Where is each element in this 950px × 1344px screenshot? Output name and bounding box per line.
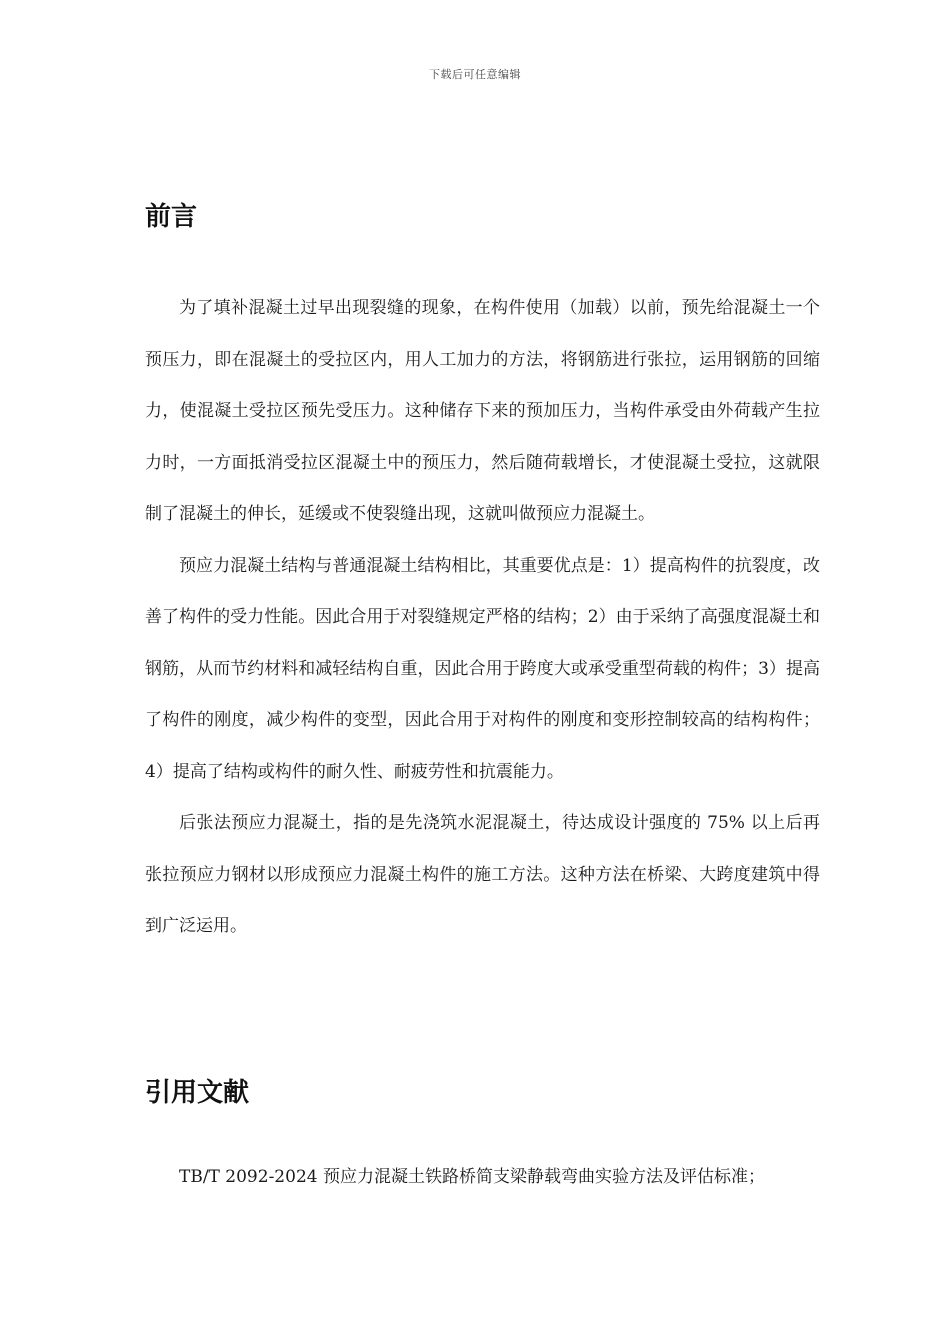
reference-item: TB/T 2092-2024 预应力混凝土铁路桥简支梁静载弯曲实验方法及评估标准；: [179, 1167, 765, 1187]
preface-heading: 前言: [145, 202, 198, 232]
references-section: [145, 1072, 820, 1109]
preface-body: [145, 283, 820, 953]
preface-section: [145, 196, 820, 233]
preface-paragraph-3: 后张法预应力混凝土，指的是先浇筑水泥混凝土，待达成设计强度的 75% 以上后再张拉预应力钢材以形成预应力混凝土构件的施工方法。这种方法在桥梁、大跨度建筑中得到广泛运用。: [145, 813, 820, 936]
references-heading: 引用文献: [145, 1078, 250, 1108]
page-header-note: 下载后可任意编辑: [429, 68, 521, 81]
preface-paragraph-1: 为了填补混凝土过早出现裂缝的现象，在构件使用（加载）以前，预先给混凝土一个预压力，即在混凝土的受拉区内，用人工加力的方法，将钢筋进行张拉，运用钢筋的回缩力，使混凝土受拉区预先受压力。这种储存下来的预加压力，当构件承受由外荷载产生拉力时，一方面抵消受拉区混凝土中的预压力，然后随荷载增长，才使混凝土受拉，这就限制了混凝土的伸长，延缓或不使裂缝出现，这就叫做预应力混凝土。: [145, 298, 820, 524]
references-list: [145, 1155, 820, 1199]
preface-paragraph-2: 预应力混凝土结构与普通混凝土结构相比，其重要优点是：1）提高构件的抗裂度，改善了构件的受力性能。因此合用于对裂缝规定严格的结构；2）由于采纳了高强度混凝土和钢筋，从而节约材料和减轻结构自重，因此合用于跨度大或承受重型荷载的构件；3）提高了构件的刚度，减少构件的变型，因此合用于对构件的刚度和变形控制较高的结构构件；4）提高了结构或构件的耐久性、耐疲劳性和抗震能力。: [145, 555, 820, 782]
